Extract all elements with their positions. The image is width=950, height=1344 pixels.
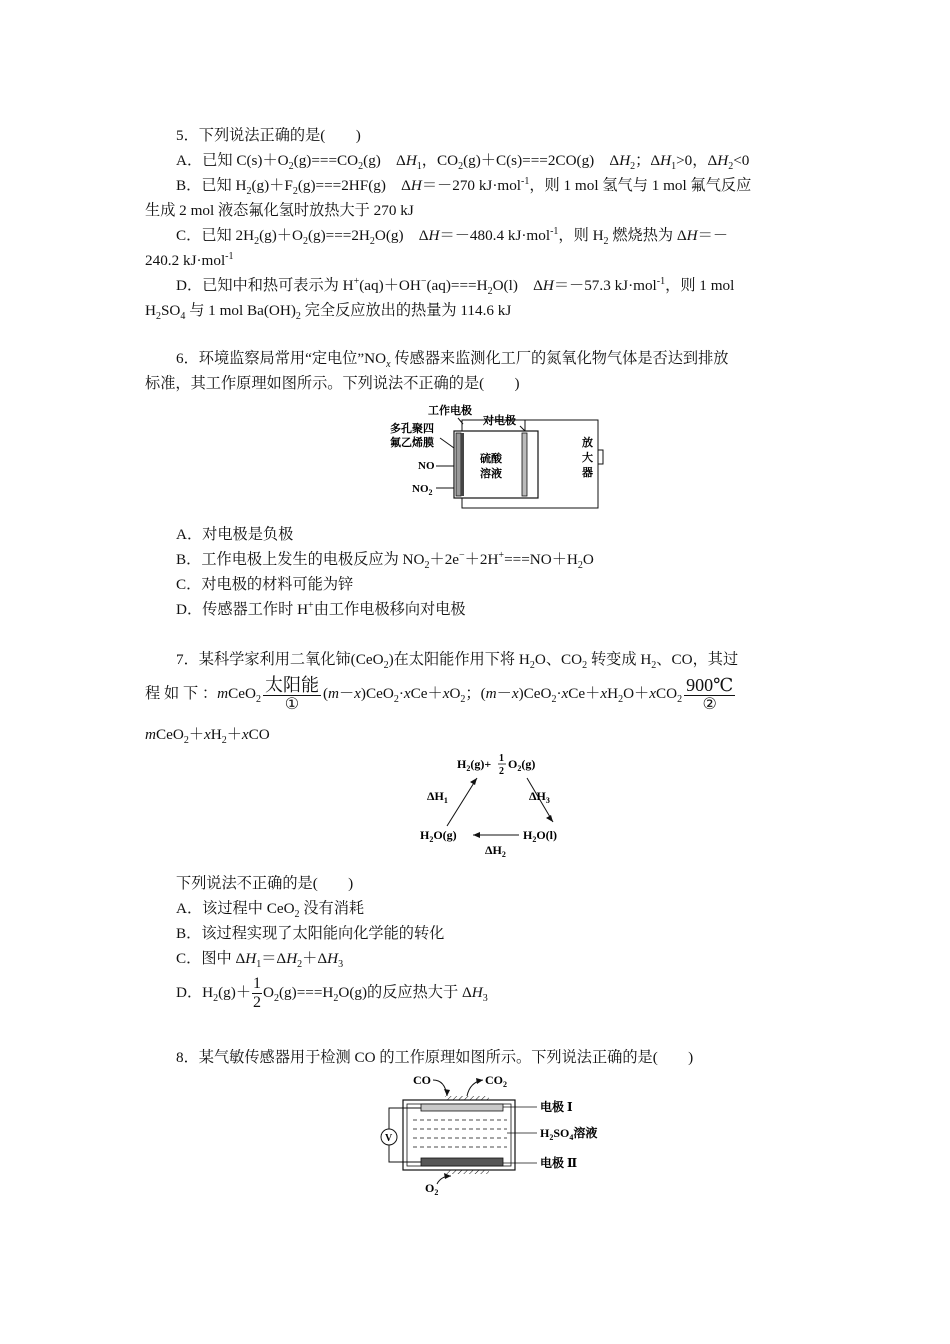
counter-electrode-label: 对电极 xyxy=(483,415,516,427)
q5-option-c-line1: C．已知 $2H_2(g)+O_2(g)===2H_2O(g)$ ΔH＝－480.4 kJ·mol$^{-1}$，则 $H_2$ 燃烧热为 ΔH＝－ xyxy=(176,225,729,248)
cycle-bottom-right: $H_2O(l)$ xyxy=(523,828,558,844)
q7-stem-line2: 程 如 下 ：mCeO$_2$ 太阳能 ① $(m-x)CeO_2\cdot xCe+xO_2$；$(m-x)CeO_2\cdot xCe+xH_2O+xCO_2$ 900℃ ② xyxy=(145,675,734,714)
acid-label-2: 溶液 xyxy=(480,468,502,480)
sensor-inner xyxy=(407,1104,511,1166)
q6-option-a: A．对电极是负极 xyxy=(176,526,294,543)
co-label: CO xyxy=(413,1073,431,1087)
amplifier-label-1: 放 xyxy=(582,437,593,449)
q7-option-d: D．$H_2(g)+$ $\frac{1}{2}$ $O_2(g)===H_2O(g)$的反应热大于 $\Delta H_3$ xyxy=(176,975,488,1012)
amplifier-label-2: 大 xyxy=(582,452,593,464)
membrane-label-2: 氟乙烯膜 xyxy=(390,437,434,449)
no-label: NO xyxy=(418,460,435,472)
q6-stem-line1: 6．环境监察局常用“定电位$”NO_x$ 传感器来监测化工厂的氮氧化物气体是否达到排放 xyxy=(176,350,729,371)
cycle-top-label: $H_2(g)+$ xyxy=(457,757,492,773)
dh3-label: $\Delta H_3$ xyxy=(529,789,550,805)
gas-sensor-diagram xyxy=(375,1070,615,1200)
membrane-label-1: 多孔聚四 xyxy=(390,423,434,435)
electrode-2-label: 电极 Ⅱ xyxy=(540,1156,578,1170)
co2-label: $CO_2$ xyxy=(485,1073,507,1089)
cycle-bottom-left: $H_2O(g)$ xyxy=(420,828,457,844)
electrode-1-label: 电极 Ⅰ xyxy=(540,1100,573,1114)
cycle-top-label-o2: $O_2(g)$ xyxy=(508,757,536,773)
cycle-half-denominator: 2 xyxy=(499,766,504,777)
arrow-step-2: 900℃ ② xyxy=(686,675,734,714)
bottom-membrane xyxy=(445,1170,489,1174)
q6-option-d: D．传感器工作时 H+由工作电极移向对电极 xyxy=(176,599,466,618)
q7-option-b: B．该过程实现了太阳能向化学能的转化 xyxy=(176,925,445,942)
q5-stem: 5．下列说法正确的是( ) xyxy=(176,127,361,144)
q7-ask: 下列说法不正确的是( ) xyxy=(176,875,354,892)
q5-option-b-line2: 生成 2 mol 液态氟化氢时放热大于 270 kJ xyxy=(145,202,414,219)
co2-arrow-head xyxy=(476,1078,483,1084)
voltmeter-label: V xyxy=(385,1133,393,1144)
working-electrode xyxy=(461,433,464,496)
dh2-label: $\Delta H_2$ xyxy=(485,843,506,858)
energy-cycle-diagram xyxy=(415,748,575,858)
q7-stem-line1: 7．某科学家利用二氧化铈(CeO$_2$)在太阳能作用下将 $H_2O$、$CO_2$ 转变成 $H_2$、CO，其过 xyxy=(176,651,739,672)
counter-electrode xyxy=(522,433,527,496)
solution-label: $H_2SO_4$溶液 xyxy=(540,1126,598,1142)
q5-option-d-line1: D．已知中和热可表示为 $H^+(aq)+OH^-(aq)===H_2O(l)$ ΔH＝－57.3 kJ·mol$^{-1}$，则 1 mol xyxy=(176,275,735,298)
o2-arrow xyxy=(437,1176,451,1184)
q6-option-b: B．工作电极上发生的电极反应为 $NO_2+2e^-+2H^+===NO+H_2O$ xyxy=(176,549,594,572)
working-electrode-label: 工作电极 xyxy=(428,405,472,417)
q6-stem-line2: 标准，其工作原理如图所示。下列说法不正确的是( ) xyxy=(145,375,520,392)
half-fraction: $\frac{1}{2}$ xyxy=(253,975,262,1012)
q8-stem: 8．某气敏传感器用于检测 CO 的工作原理如图所示。下列说法正确的是( ) xyxy=(176,1049,694,1066)
cycle-half-numerator: 1 xyxy=(499,753,504,764)
q7-option-a: A．该过程中 CeO$_2$ 没有消耗 xyxy=(176,900,365,921)
co-arrow-head xyxy=(444,1089,450,1096)
co2-arrow xyxy=(467,1080,483,1096)
no2-label: $NO_2$ xyxy=(412,483,433,497)
arrow-dh1-head xyxy=(470,778,477,785)
amplifier-box xyxy=(598,450,603,464)
counter-pointer xyxy=(520,426,525,431)
o2-label: $O_2$ xyxy=(425,1181,439,1197)
arrow-dh2-head xyxy=(473,832,480,838)
q6-option-c: C．对电极的材料可能为锌 xyxy=(176,576,354,593)
membrane-pointer xyxy=(440,438,454,448)
q5-option-a: A．已知 $C(s)+O_2(g)===CO_2(g)$ $\Delta H_1$，$CO_2(g)+C(s)===2CO(g)$ $\Delta H_2$；$\Delta H_1>0$，$\Delta H_2<0$ xyxy=(176,152,750,173)
co-arrow xyxy=(433,1080,447,1096)
dh1-label: $\Delta H_1$ xyxy=(427,789,448,805)
membrane xyxy=(456,433,461,496)
top-membrane xyxy=(445,1096,489,1100)
acid-label-1: 硫酸 xyxy=(480,453,502,465)
arrow-dh1 xyxy=(447,778,477,826)
q5-option-d-line2: $H_2SO_4$ 与 1 mol $Ba(OH)_2$ 完全反应放出的热量为 114.6 kJ xyxy=(145,302,512,323)
q7-option-c: C．图中 $\Delta H_1=\Delta H_2+\Delta H_3$ xyxy=(176,950,344,971)
q5-option-b-line1: B．已知 $H_2(g)+F_2(g)===2HF(g)$ ΔH＝－270 kJ·mol$^{-1}$，则 1 mol 氢气与 1 mol 氟气反应 xyxy=(176,175,752,198)
q7-stem-line3: $mCeO_2+xH_2+xCO$ xyxy=(145,726,270,747)
q5-option-c-line2: 240.2 kJ·mol$^{-1}$ xyxy=(145,250,234,269)
electrode-1 xyxy=(421,1104,503,1111)
arrow-dh3-head xyxy=(546,815,553,822)
arrow-step-1: 太阳能 ① xyxy=(264,675,319,714)
amplifier-label-3: 器 xyxy=(582,467,593,479)
sensor-diagram xyxy=(370,400,610,515)
electrode-2 xyxy=(421,1158,503,1166)
